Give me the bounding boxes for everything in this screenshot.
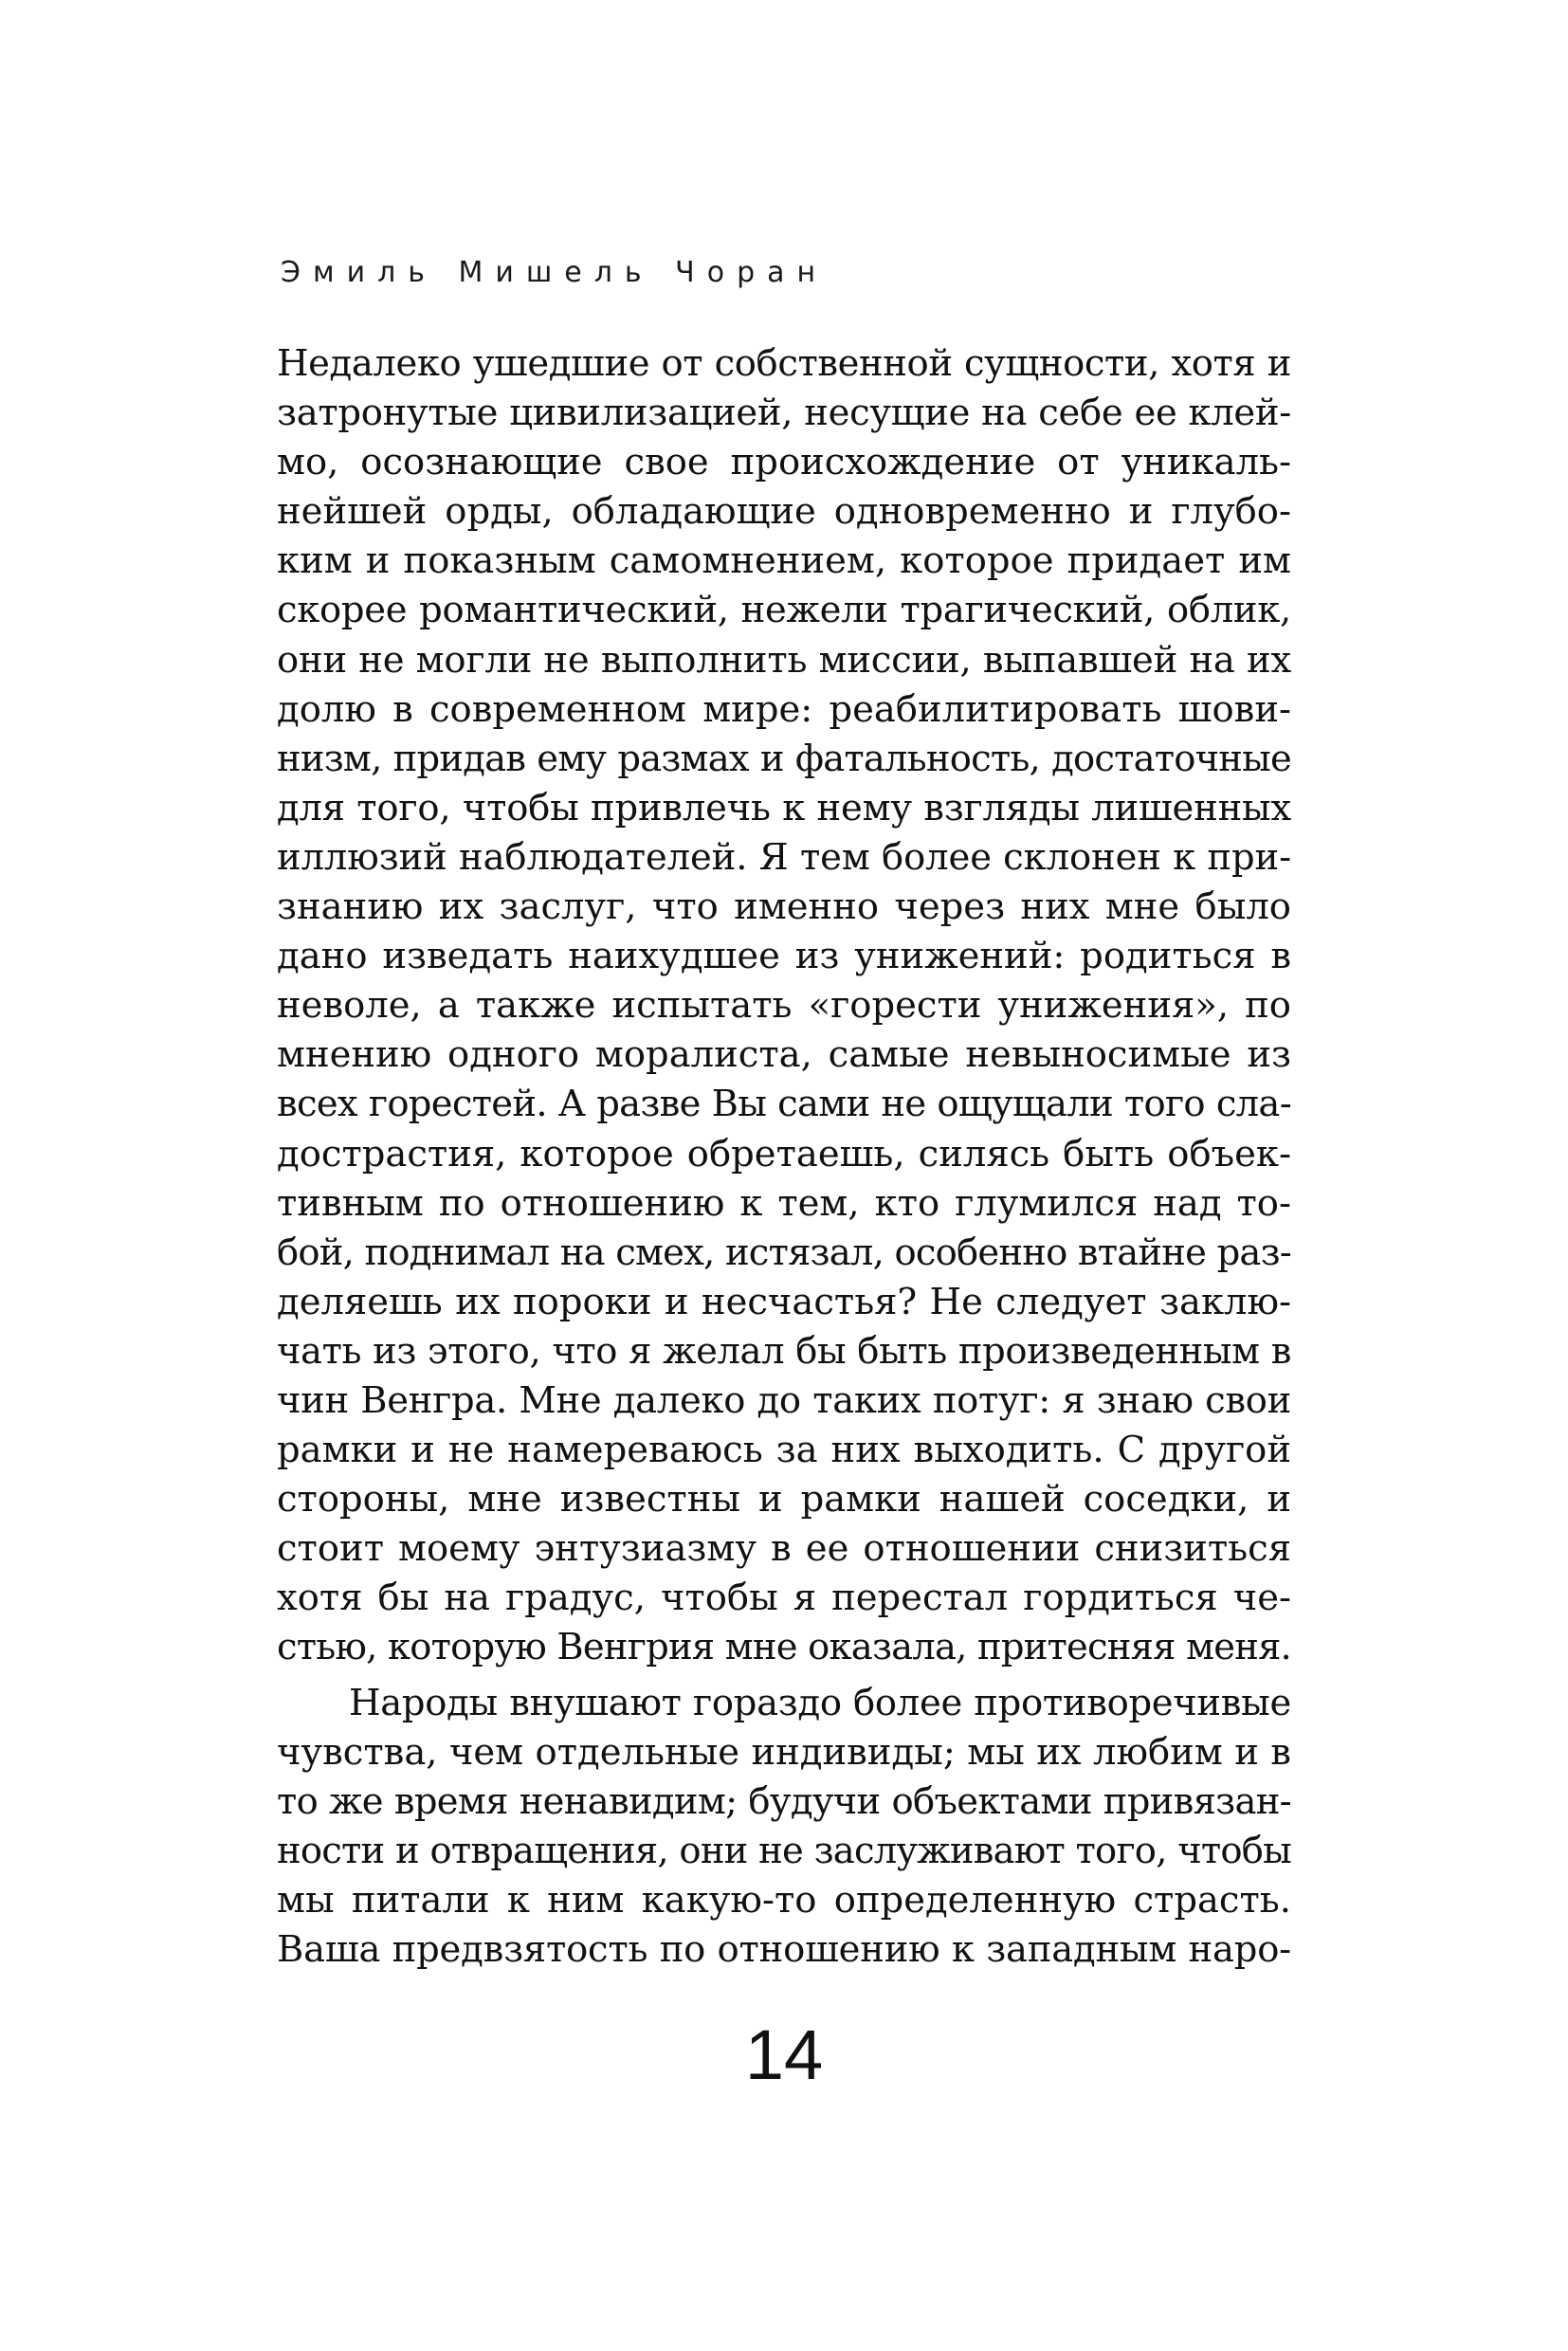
text-line: ности и отвращения, они не заслуживают того, чтобы: [277, 1829, 1291, 1872]
text-line: долю в современном мире: реабилитировать шови-: [277, 687, 1291, 731]
text-line: они не могли не выполнить миссии, выпавшей на их: [277, 638, 1291, 682]
text-line: рамки и не намереваюсь за них выходить. С другой: [277, 1429, 1291, 1472]
text-line: то же время ненавидим; будучи объектами привязан-: [277, 1779, 1291, 1823]
text-line: чувства, чем отдельные индивиды; мы их любим и в: [277, 1730, 1291, 1774]
text-line: стью, которую Венгрия мне оказала, притесняя меня.: [277, 1626, 1291, 1669]
text-line: всех горестей. А разве Вы сами не ощущали того сла-: [277, 1083, 1291, 1126]
text-line: Ваша предвзятость по отношению к западным наро-: [277, 1928, 1291, 1971]
text-line: скорее романтический, нежели трагический, облик,: [277, 589, 1291, 632]
text-line-paragraph-start: Народы внушают гораздо более противоречивые: [349, 1681, 1291, 1724]
text-line: иллюзий наблюдателей. Я тем более склонен к при-: [277, 835, 1291, 879]
text-line: чин Венгра. Мне далеко до таких потуг: я знаю свои: [277, 1378, 1291, 1422]
text-line: мы питали к ним какую-то определенную страсть.: [277, 1878, 1291, 1922]
text-line: для того, чтобы привлечь к нему взгляды лишенных: [277, 786, 1291, 829]
text-line: деляешь их пороки и несчастья? Не следует заклю-: [277, 1280, 1291, 1323]
text-line: дострастия, которое обретаешь, силясь быть объек-: [277, 1132, 1291, 1176]
text-line: нейшей орды, обладающие одновременно и глубо-: [277, 490, 1291, 534]
text-line: знанию их заслуг, что именно через них мне было: [277, 885, 1291, 929]
text-line: хотя бы на градус, чтобы я перестал гордиться че-: [277, 1576, 1291, 1620]
running-header-author: Эмиль Мишель Чоран: [281, 256, 829, 289]
text-line: дано изведать наихудшее из унижений: родиться в: [277, 935, 1291, 978]
text-line: затронутые цивилизацией, несущие на себе ее клей-: [277, 392, 1291, 435]
text-line: чать из этого, что я желал бы быть произведенным в: [277, 1329, 1291, 1373]
text-line: стоит моему энтузиазму в ее отношении снизиться: [277, 1527, 1291, 1571]
text-line: неволе, а также испытать «горести унижения», по: [277, 984, 1291, 1028]
text-line: мнению одного моралиста, самые невыносимые из: [277, 1033, 1291, 1077]
text-line: мо, осознающие свое происхождение от уникаль-: [277, 441, 1291, 484]
text-line: низм, придав ему размах и фатальность, достаточные: [277, 737, 1291, 780]
text-line: тивным по отношению к тем, кто глумился над то-: [277, 1181, 1291, 1225]
text-line: бой, поднимал на смех, истязал, особенно втайне раз-: [277, 1230, 1291, 1274]
body-text: [277, 339, 1291, 1975]
page-number: 14: [744, 2015, 824, 2094]
text-line: Недалеко ушедшие от собственной сущности, хотя и: [277, 342, 1291, 385]
text-line: ким и показным самомнением, которое придает им: [277, 539, 1291, 583]
text-line: стороны, мне известны и рамки нашей соседки, и: [277, 1478, 1291, 1522]
